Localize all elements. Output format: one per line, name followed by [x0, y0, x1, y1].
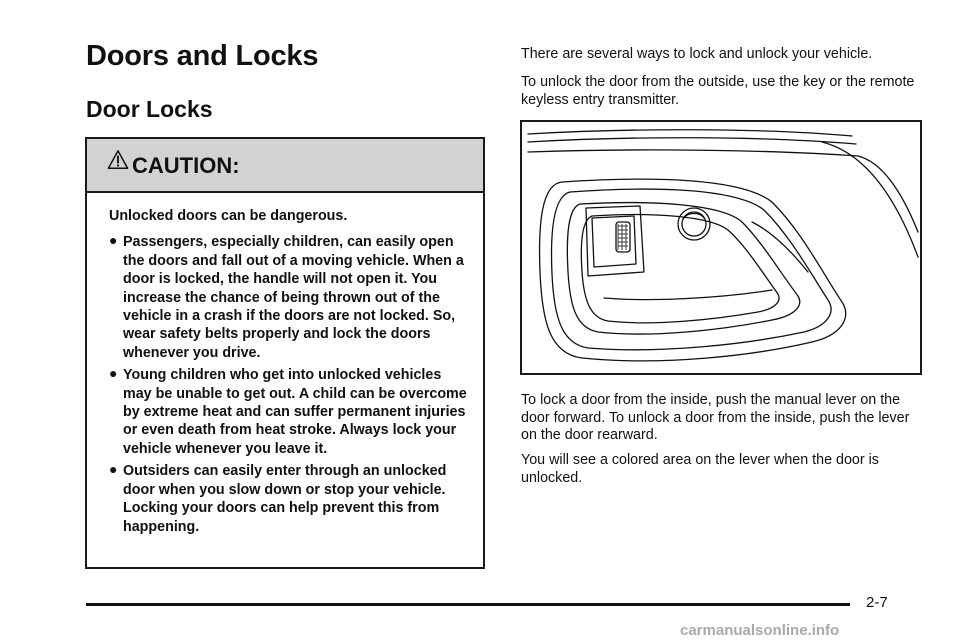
paragraph-colored-area: You will see a colored area on the lever when the door is unlocked. [521, 452, 879, 486]
caution-box [85, 137, 485, 569]
paragraph-lock-inside: To lock a door from the inside, push the manual lever on the door forward. To unlock a door from the inside, push the lever on the door rearward. [521, 392, 910, 443]
caution-bullet [109, 366, 473, 458]
caution-bullet-text: Outsiders can easily enter through an unlocked door when you slow down or stop your vehicle. Locking your doors can help prevent this from happening. [123, 463, 447, 535]
paragraph-unlock-outside: To unlock the door from the outside, use the key or the remote keyless entry transmitter. [521, 74, 915, 108]
caution-body [87, 193, 483, 536]
caution-bullet [109, 233, 473, 362]
watermark: carmanualsonline.info [680, 622, 840, 639]
bullet-icon: ● [109, 365, 118, 382]
page-number: 2-7 [866, 594, 888, 611]
section-title: Door Locks [86, 96, 213, 122]
page-title: Doors and Locks [86, 40, 319, 72]
bullet-icon: ● [109, 461, 118, 478]
paragraph-lock-ways: There are several ways to lock and unlock your vehicle. [521, 46, 873, 62]
caution-intro: Unlocked doors can be dangerous. [109, 208, 348, 224]
warning-triangle-icon [107, 149, 129, 171]
caution-title: CAUTION: [132, 153, 240, 178]
caution-header [87, 139, 483, 193]
footer-divider [86, 603, 850, 606]
caution-bullet [109, 462, 473, 536]
bullet-icon: ● [109, 232, 118, 249]
caution-bullet-text: Passengers, especially children, can easily open the doors and fall out of a moving vehicle. When a door is locked, the handle will not open it. You increase the chance of being thrown out of the vehicle in a crash if the doors are not locked. So, wear safety belts properly and lock the doors whenever you drive. [123, 234, 464, 361]
door-handle-figure [520, 120, 922, 375]
caution-bullet-text: Young children who get into unlocked vehicles may be unable to get out. A child can be overcome by extreme heat and can suffer permanent injuries or even death from heat stroke. Always lock your vehicle whenever you leave it. [123, 367, 467, 457]
door-handle-illustration-icon [522, 122, 920, 373]
